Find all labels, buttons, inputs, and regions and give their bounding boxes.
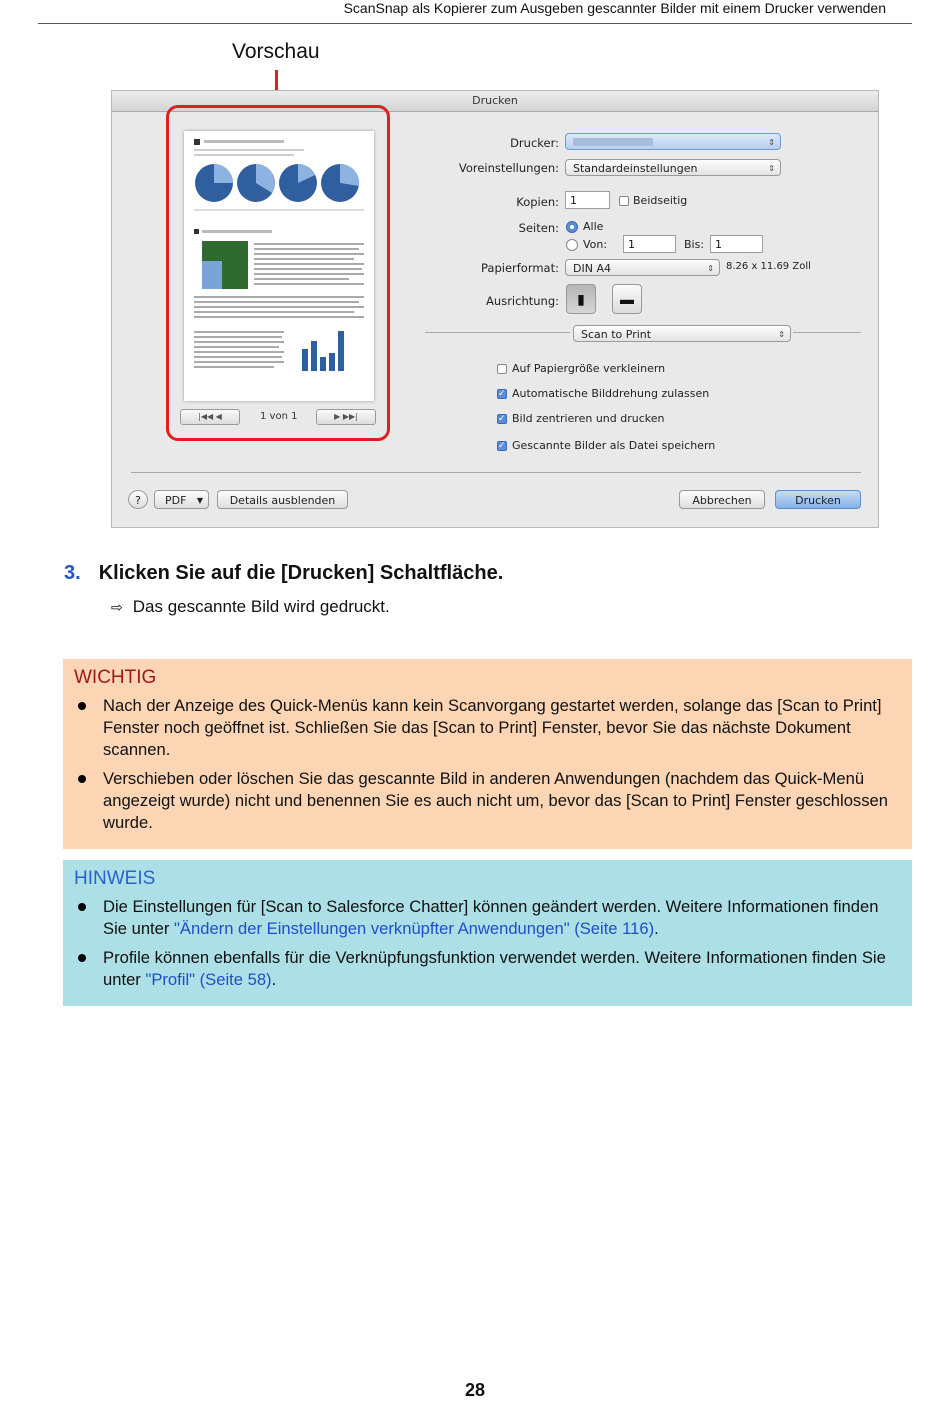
step-3 bbox=[64, 562, 503, 585]
presets-select-arrow-icon: ⇕ bbox=[768, 164, 775, 173]
step-number: 3. bbox=[64, 562, 81, 584]
important-item: Nach der Anzeige des Quick-Menüs kann kein Scanvorgang gestartet werden, solange das [Scan to Print] Fenster noch geöffnet ist. Schließen Sie das [Scan to Print] Fenster, bevor Sie das nächste Dokument scannen. bbox=[74, 695, 900, 761]
presets-label: Voreinstellungen: bbox=[458, 161, 559, 175]
note-item-text: Profile können ebenfalls für die Verknüpfungsfunktion verwendet werden. Weitere Informationen finden Sie unter bbox=[103, 948, 886, 989]
printer-name-redacted bbox=[573, 138, 653, 146]
paper-select-arrow-icon: ⇕ bbox=[707, 264, 714, 273]
duplex-checkbox[interactable] bbox=[619, 196, 629, 206]
pdf-menu-button[interactable] bbox=[154, 490, 209, 509]
copies-label: Kopien: bbox=[516, 195, 559, 209]
pages-all-radio[interactable] bbox=[566, 221, 578, 233]
pages-label: Seiten: bbox=[518, 221, 559, 235]
note-box bbox=[63, 860, 912, 1006]
option-save-file-checkbox[interactable] bbox=[497, 441, 507, 451]
option-shrink-label: Auf Papiergröße verkleinern bbox=[512, 362, 666, 375]
presets-value: Standardeinstellungen bbox=[573, 162, 698, 175]
important-item: Verschieben oder löschen Sie das gescannte Bild in anderen Anwendungen (nachdem das Quick-Menü angezeigt wurde) nicht und benennen Sie es auch nicht um, bevor das [Scan to Print] Fenster geschlossen wurde. bbox=[74, 768, 900, 834]
note-item-end: . bbox=[271, 970, 277, 989]
pages-to-label: Bis: bbox=[684, 238, 705, 251]
preview-document-image bbox=[184, 131, 374, 401]
section-divider-right bbox=[793, 332, 861, 333]
app-options-select[interactable] bbox=[573, 325, 791, 342]
duplex-label: Beidseitig bbox=[633, 194, 688, 207]
cancel-button[interactable]: Abbrechen bbox=[679, 490, 765, 509]
footer-divider bbox=[131, 472, 861, 473]
printer-select[interactable] bbox=[565, 133, 781, 150]
paper-size-text: 8.26 x 11.69 Zoll bbox=[726, 261, 811, 272]
preview-page-thumbnail bbox=[184, 131, 374, 401]
step-result-text: Das gescannte Bild wird gedruckt. bbox=[132, 597, 390, 616]
app-options-value: Scan to Print bbox=[581, 328, 652, 341]
note-item bbox=[74, 947, 900, 991]
hide-details-button[interactable]: Details ausblenden bbox=[217, 490, 348, 509]
step-result bbox=[111, 597, 390, 617]
pdf-dropdown-icon: ▼ bbox=[196, 496, 203, 505]
pages-range-radio[interactable] bbox=[566, 239, 578, 251]
preview-navigation bbox=[180, 409, 376, 425]
note-title: HINWEIS bbox=[74, 868, 156, 889]
option-autorotate-checkbox[interactable] bbox=[497, 389, 507, 399]
paper-select[interactable] bbox=[565, 259, 720, 276]
page-header-title: ScanSnap als Kopierer zum Ausgeben gescannter Bilder mit einem Drucker verwenden bbox=[343, 0, 886, 16]
print-button[interactable]: Drucken bbox=[775, 490, 861, 509]
note-item-text: Die Einstellungen für [Scan to Salesforce Chatter] können geändert werden. Weitere Informationen finden Sie unter bbox=[103, 897, 879, 938]
important-box bbox=[63, 659, 912, 849]
preview-next-button[interactable]: ▶ ▶▶| bbox=[316, 409, 376, 425]
preview-page-count: 1 von 1 bbox=[260, 411, 298, 422]
printer-label: Drucker: bbox=[510, 136, 559, 150]
step-instruction: Klicken Sie auf die [Drucken] Schaltfläche. bbox=[98, 562, 504, 584]
option-center-checkbox[interactable] bbox=[497, 414, 507, 424]
print-dialog-screenshot bbox=[111, 90, 879, 528]
landscape-orientation-icon[interactable]: ▬ bbox=[612, 284, 642, 314]
note-item bbox=[74, 896, 900, 940]
help-button[interactable]: ? bbox=[128, 490, 148, 509]
printer-select-arrow-icon: ⇕ bbox=[768, 138, 775, 147]
paper-value: DIN A4 bbox=[573, 262, 611, 275]
page-number: 28 bbox=[464, 1380, 486, 1400]
orientation-label: Ausrichtung: bbox=[486, 294, 559, 308]
pdf-label: PDF bbox=[165, 494, 187, 507]
preview-prev-button[interactable]: |◀◀ ◀ bbox=[180, 409, 240, 425]
paper-label: Papierformat: bbox=[480, 261, 559, 275]
option-save-file-label: Gescannte Bilder als Datei speichern bbox=[512, 439, 716, 452]
option-center-label: Bild zentrieren und drucken bbox=[512, 412, 665, 425]
option-autorotate-label: Automatische Bilddrehung zulassen bbox=[512, 387, 710, 400]
app-options-arrow-icon: ⇕ bbox=[778, 330, 785, 339]
portrait-orientation-icon[interactable]: ▮ bbox=[566, 284, 596, 314]
pages-from-input[interactable]: 1 bbox=[623, 235, 676, 253]
result-arrow-icon: ⇨ bbox=[111, 599, 123, 615]
note-item-end: . bbox=[654, 919, 659, 938]
note-link-linked-apps[interactable]: "Ändern der Einstellungen verknüpfter Anwendungen" (Seite 116) bbox=[174, 919, 655, 938]
header-divider bbox=[38, 23, 912, 24]
option-shrink-checkbox[interactable] bbox=[497, 364, 507, 374]
preview-callout-label: Vorschau bbox=[232, 40, 320, 63]
section-divider-left bbox=[425, 332, 570, 333]
presets-select[interactable] bbox=[565, 159, 781, 176]
note-link-profile[interactable]: "Profil" (Seite 58) bbox=[145, 970, 272, 989]
copies-input[interactable]: 1 bbox=[565, 191, 610, 209]
pages-to-input[interactable]: 1 bbox=[710, 235, 763, 253]
important-title: WICHTIG bbox=[74, 667, 157, 688]
pages-from-label: Von: bbox=[583, 238, 608, 251]
dialog-title: Drucken bbox=[112, 91, 878, 112]
pages-all-label: Alle bbox=[583, 220, 604, 233]
